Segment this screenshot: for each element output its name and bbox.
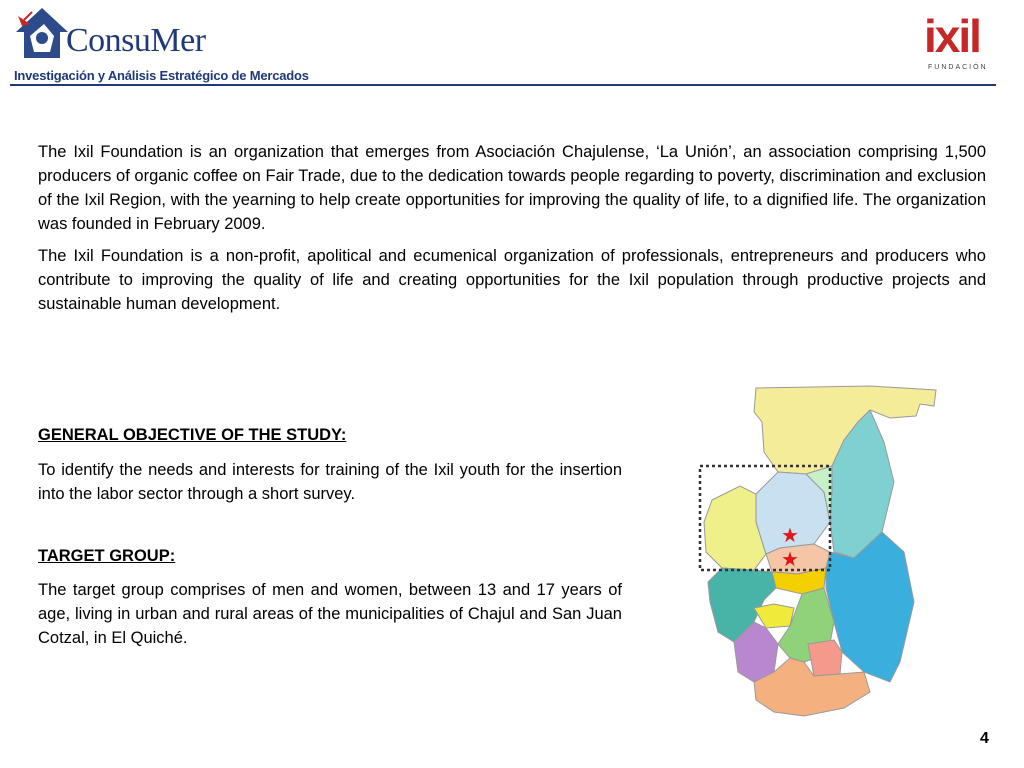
objective-body: To identify the needs and interests for training of the Ixil youth for the insertion into the labor sector through a short survey. (38, 461, 622, 503)
target-group-heading: TARGET GROUP: (38, 547, 176, 565)
cotzal-marker-icon: ★ (781, 549, 799, 571)
region-map (694, 382, 944, 722)
ixil-foundation-logo (922, 10, 998, 76)
intro-paragraph-2: The Ixil Foundation is a non-profit, apolitical and ecumenical organization of professionals, entrepreneurs and producers who contribute to improving the quality of life and creating opportunities for the Ixil population through productive projects and sustainable human development. (38, 247, 986, 313)
map-region-south-salmon (808, 640, 842, 676)
chajul-marker-icon: ★ (781, 525, 799, 547)
map-region-south-west-inner (754, 604, 794, 628)
consumer-logo (10, 2, 310, 84)
brand-name: ConsuMer (66, 22, 206, 59)
page-number: 4 (980, 730, 989, 747)
intro-paragraph-1: The Ixil Foundation is an organization that emerges from Asociación Chajulense, ‘La Unión’, an association comprising 1,500 producers of organic coffee on Fair Trade, due to the dedication towards people regarding to poverty, discrimination and exclusion of the Ixil Region, with the yearning to help create opportunities for improving the quality of life, to a dignified life. The organization was founded in February 2009. (38, 143, 986, 233)
ixil-logo-word: ixil (924, 10, 980, 62)
target-group-body: The target group comprises of men and women, between 13 and 17 years of age, living in urban and rural areas of the municipalities of Chajul and San Juan Cotzal, in El Quiché. (38, 581, 622, 647)
header-divider (10, 84, 996, 86)
brand-tagline: Investigación y Análisis Estratégico de Mercados (14, 68, 309, 83)
ixil-logo-sub: FUNDACIÓN (928, 64, 988, 71)
objective-heading: GENERAL OBJECTIVE OF THE STUDY: (38, 426, 347, 444)
